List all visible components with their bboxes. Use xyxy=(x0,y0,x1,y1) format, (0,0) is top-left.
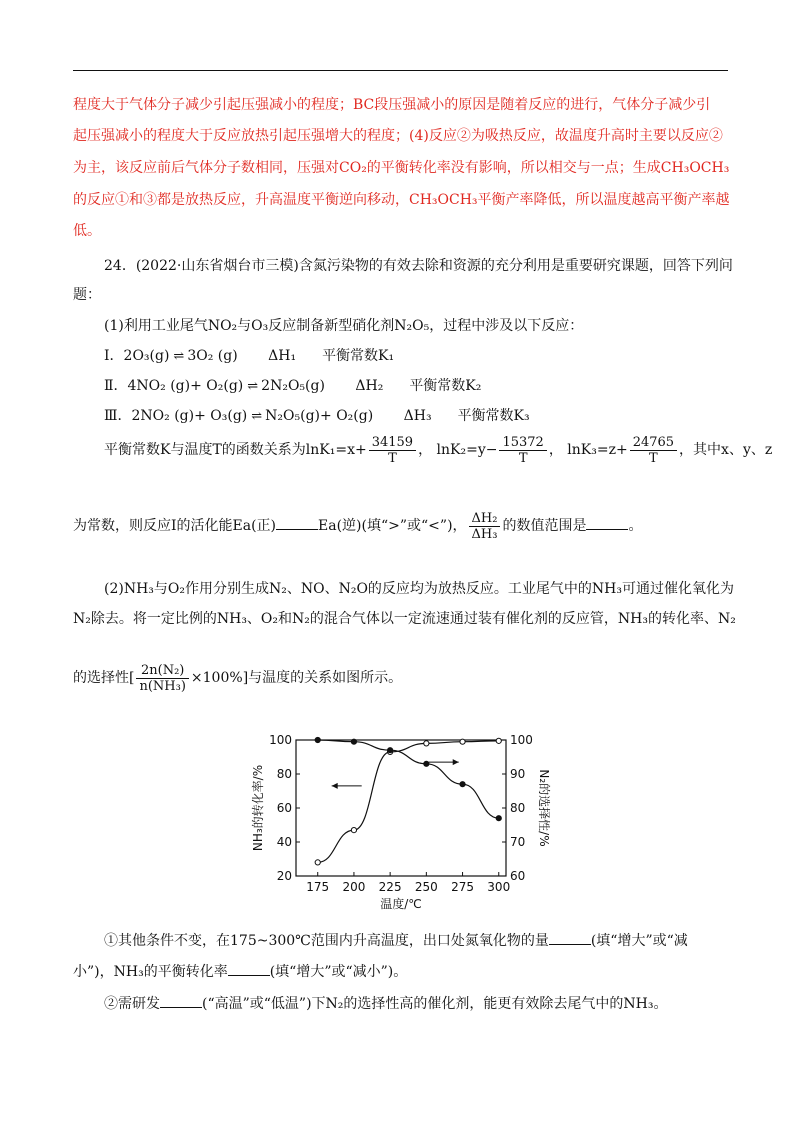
equilibrium-arrow-icon: ⇌ xyxy=(173,349,184,364)
fraction: $\frac{\text{ΔH₂}}{\text{ΔH₃}}$ xyxy=(469,511,501,542)
equilibrium-arrow-icon: ⇌ xyxy=(247,379,258,394)
data-point xyxy=(460,782,465,787)
part2-text: (2)NH₃与O₂作用分别生成N₂、NO、N₂O的反应均为放热反应。工业尾气中的NH₃可通过催化氧化为 xyxy=(104,581,734,597)
answer-line: 低。 xyxy=(73,223,101,239)
answer-line: 为主，该反应前后气体分子数相同，压强对CO₂的平衡转化率没有影响，所以相交与一点；生成CH₃OCH₃ xyxy=(73,160,730,176)
x-tick-label: 175 xyxy=(306,880,330,894)
question-stem: 24．(2022·山东省烟台市三模)含氮污染物的有效去除和资源的充分利用是重要研究课题，回答下列问 xyxy=(104,258,733,274)
data-point xyxy=(496,816,501,821)
x-axis-label: 温度/℃ xyxy=(380,897,422,911)
header-rule xyxy=(73,70,728,71)
series-line-1 xyxy=(318,741,499,863)
fraction: $\frac{34159}{T}$ xyxy=(369,435,416,466)
data-point xyxy=(351,739,356,744)
reaction-1: Ⅰ．2O₃(g) ⇌ 3O₂ (g) ΔH₁ 平衡常数K₁ xyxy=(104,348,395,364)
y-right-axis-label: N₂的选择性/% xyxy=(537,769,551,847)
arrow-head-icon xyxy=(453,759,459,765)
x-tick-label: 300 xyxy=(487,880,511,894)
plot-frame xyxy=(296,740,506,876)
subquestion-1: ①其他条件不变，在175~300℃范围内升高温度，出口处氮氧化物的量 (填“增大”或“减 xyxy=(104,933,688,949)
y-left-tick-label: 40 xyxy=(276,835,292,849)
answer-blank[interactable] xyxy=(160,994,202,1008)
conversion-selectivity-chart xyxy=(248,724,551,911)
y-right-tick-label: 100 xyxy=(510,733,533,747)
fraction: $\frac{\text{2n(N₂)}}{\text{n(NH₃)}}$ xyxy=(136,663,188,694)
fraction: $\frac{24765}{T}$ xyxy=(630,435,677,466)
reaction-3: Ⅲ．2NO₂ (g)+ O₃(g) ⇌ N₂O₅(g)+ O₂(g) ΔH₃ 平衡常数K₃ xyxy=(104,408,530,424)
data-point xyxy=(351,828,356,833)
selectivity-definition: 的选择性[ $\frac{\text{2n(N₂)}}{\text{n(NH₃)}}$ ×100%]与温度的关系如图所示。 xyxy=(73,662,403,694)
data-point xyxy=(315,737,320,742)
part1-intro: (1)利用工业尾气NO₂与O₃反应制备新型硝化剂N₂O₅，过程中涉及以下反应： xyxy=(104,318,584,334)
reaction-2: Ⅱ．4NO₂ (g)+ O₂(g) ⇌ 2N₂O₅(g) ΔH₂ 平衡常数K₂ xyxy=(104,378,482,394)
answer-blank[interactable] xyxy=(586,516,628,530)
equilibrium-arrow-icon: ⇌ xyxy=(251,409,262,424)
y-right-tick-label: 90 xyxy=(510,767,526,781)
y-right-tick-label: 60 xyxy=(510,869,526,883)
constants-line: 为常数，则反应Ⅰ的活化能Ea(正) Ea(逆)(填“>”或“<”)， $\frac{\text{ΔH₂}}{\text{ΔH₃}}$ 的数值范围是 。 xyxy=(73,510,643,542)
answer-blank[interactable] xyxy=(549,931,591,945)
data-point xyxy=(315,860,320,865)
answer-line: 的反应①和③都是放热反应，升高温度平衡逆向移动，CH₃OCH₃平衡产率降低，所以温度越高平衡产率越 xyxy=(73,192,730,208)
x-tick-label: 200 xyxy=(342,880,366,894)
data-point xyxy=(424,741,429,746)
k-relation: 平衡常数K与温度T的函数关系为lnK₁=x+ $\frac{34159}{T}$ ， lnK₂=y− $\frac{15372}{T}$ ， lnK₃=z+ $\frac{24765}{T}$ ，其中x、y、z xyxy=(104,434,773,466)
y-left-tick-label: 60 xyxy=(276,801,292,815)
answer-line: 起压强减小的程度大于反应放热引起压强增大的程度；(4)反应②为吸热反应，故温度升高时主要以反应② xyxy=(73,128,723,144)
series-line-2 xyxy=(318,740,499,818)
data-point xyxy=(460,739,465,744)
fraction: $\frac{15372}{T}$ xyxy=(499,435,546,466)
answer-blank[interactable] xyxy=(276,516,318,530)
x-tick-label: 250 xyxy=(414,880,438,894)
y-left-tick-label: 20 xyxy=(276,869,292,883)
y-right-tick-label: 80 xyxy=(510,801,526,815)
arrow-head-icon xyxy=(332,783,338,789)
y-left-tick-label: 80 xyxy=(276,767,292,781)
subquestion-2: ②需研发 (“高温”或“低温”)下N₂的选择性高的催化剂，能更有效除去尾气中的NH₃。 xyxy=(104,996,668,1012)
x-tick-label: 225 xyxy=(378,880,402,894)
y-right-tick-label: 70 xyxy=(510,835,526,849)
y-left-tick-label: 100 xyxy=(269,733,292,747)
data-point xyxy=(496,738,501,743)
answer-line: 程度大于气体分子减少引起压强减小的程度；BC段压强减小的原因是随着反应的进行，气体分子减少引 xyxy=(73,97,711,113)
subquestion-1-cont: 小”)，NH₃的平衡转化率 (填“增大”或“减小”)。 xyxy=(73,964,408,980)
data-point xyxy=(424,761,429,766)
data-point xyxy=(388,748,393,753)
part2-text: N₂除去。将一定比例的NH₃、O₂和N₂的混合气体以一定流速通过装有催化剂的反应管，NH₃的转化率、N₂ xyxy=(73,611,736,627)
y-left-axis-label: NH₃的转化率/% xyxy=(251,764,265,852)
question-stem: 题： xyxy=(73,287,101,303)
answer-blank[interactable] xyxy=(228,962,270,976)
x-tick-label: 275 xyxy=(451,880,475,894)
